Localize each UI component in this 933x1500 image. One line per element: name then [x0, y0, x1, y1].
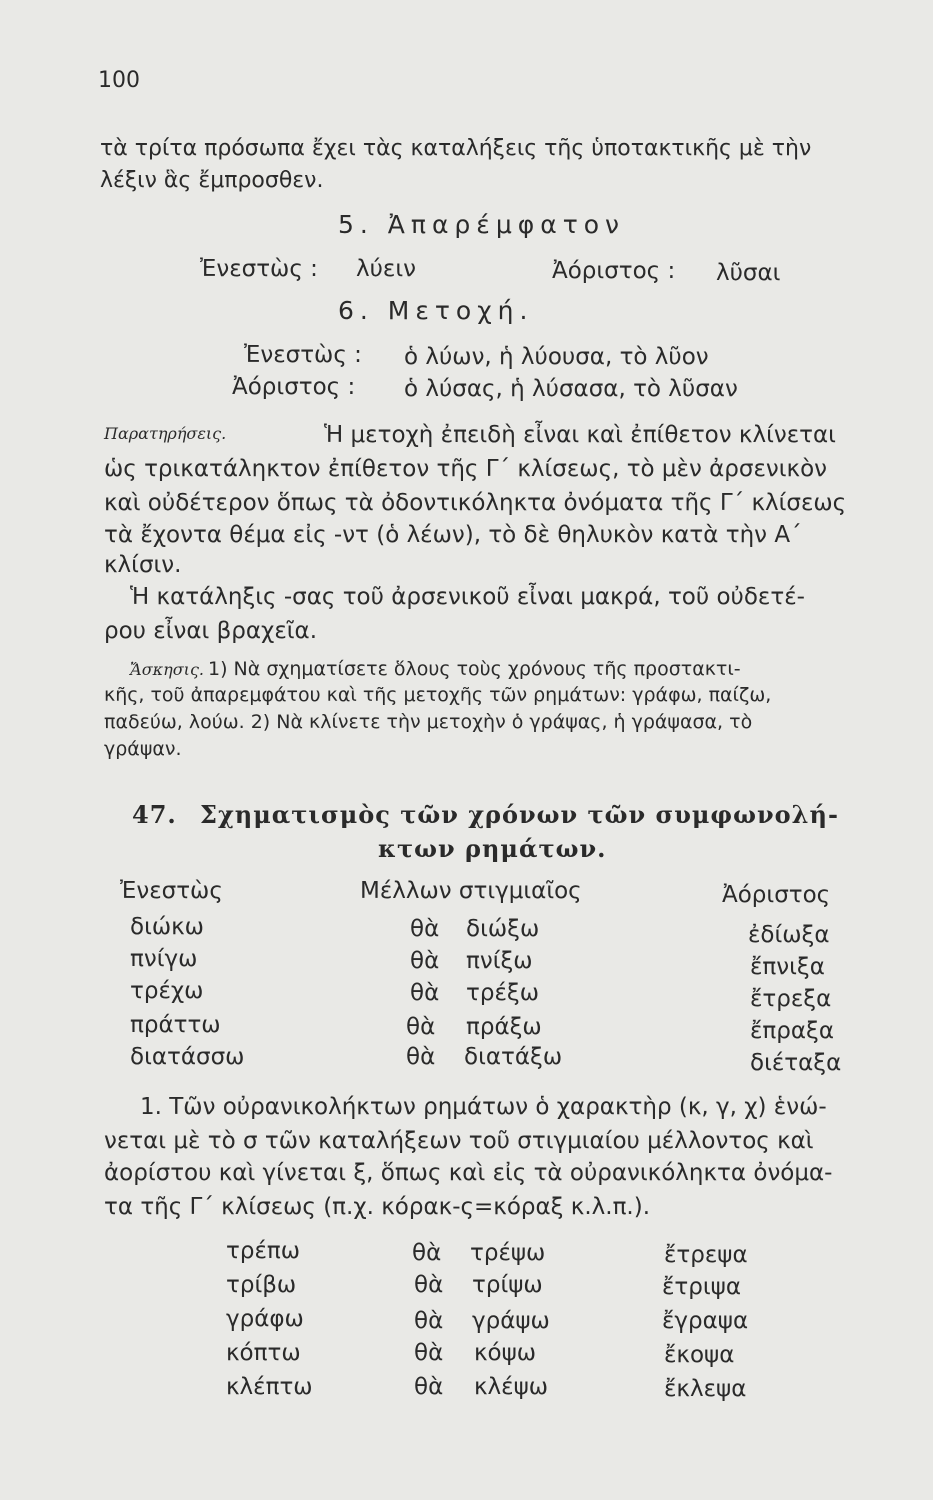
table-row-aorist: ἐδίωξα — [748, 922, 830, 948]
table-row-aorist: ἔκλεψα — [664, 1376, 747, 1402]
table-row-particle: θὰ — [414, 1374, 444, 1400]
table-row-future: πνίξω — [466, 948, 533, 974]
note-line-4: τα τῆς Γ΄ κλίσεως (π.χ. κόρακ-ς=κόραξ κ.λ.π.). — [104, 1194, 651, 1220]
table-row-particle: θὰ — [410, 916, 440, 942]
remarks-line-7: ρου εἶναι βραχεῖα. — [104, 618, 318, 644]
table-row-future: τρίψω — [472, 1272, 543, 1298]
header-future: Μέλλων στιγμιαῖος — [360, 878, 582, 904]
table-row-particle: θὰ — [414, 1272, 444, 1298]
table-row-present: κλέπτω — [226, 1374, 313, 1400]
table-row-future: πράξω — [466, 1014, 542, 1040]
table-row-particle: θὰ — [410, 980, 440, 1006]
table-row-present: διατάσσω — [130, 1044, 245, 1070]
section-title-line-1: Σχηματισμὸς τῶν χρόνων τῶν συμφωνολή- — [200, 800, 839, 829]
table-row-present: πνίγω — [130, 946, 198, 972]
table-row-particle: θὰ — [406, 1014, 436, 1040]
infinitive-present-label: Ἐνεστὼς : — [200, 256, 318, 282]
infinitive-aorist-value: λῦσαι — [716, 260, 781, 286]
remarks-line-1: Ἡ μετοχὴ ἐπειδὴ εἶναι καὶ ἐπίθετον κλίνεται — [324, 422, 836, 448]
exercise-label: Ἄσκησις. — [130, 660, 204, 679]
section-title-line-2: κτων ρημάτων. — [378, 834, 607, 863]
table-row-particle: θὰ — [414, 1308, 444, 1334]
exercise-line-1: 1) Νὰ σχηματίσετε ὅλους τοὺς χρόνους τῆς προστακτι- — [208, 658, 741, 680]
remarks-line-4: τὰ ἔχοντα θέμα εἰς -ντ (ὁ λέων), τὸ δὲ θηλυκὸν κατὰ τὴν Α΄ — [104, 522, 802, 548]
table-row-aorist: ἔτριψα — [662, 1274, 741, 1300]
exercise-line-2: κῆς, τοῦ ἀπαρεμφάτου καὶ τῆς μετοχῆς τῶν ρημάτων: γράφω, παίζω, — [104, 684, 772, 706]
table-row-aorist: ἔγραψα — [662, 1308, 749, 1334]
infinitive-aorist-label: Ἀόριστος : — [552, 258, 676, 284]
intro-line-1: τὰ τρίτα πρόσωπα ἔχει τὰς καταλήξεις τῆς ὑποτακτικῆς μὲ τὴν — [100, 136, 812, 161]
table-row-future: γράψω — [472, 1308, 550, 1334]
exercise-line-3: παδεύω, λούω. 2) Νὰ κλίνετε τὴν μετοχὴν ὁ γράψας, ἡ γράψασα, τὸ — [104, 711, 753, 733]
table-row-future: διατάξω — [464, 1044, 563, 1070]
participle-heading: 6. Μετοχή. — [338, 296, 534, 325]
remarks-line-2: ὡς τρικατάληκτον ἐπίθετον τῆς Γ΄ κλίσεως, τὸ μὲν ἀρσενικὸν — [104, 456, 828, 482]
table-row-present: τρίβω — [226, 1272, 297, 1298]
table-row-aorist: ἔτρεξα — [750, 986, 832, 1012]
note-line-2: νεται μὲ τὸ σ τῶν καταλήξεων τοῦ στιγμιαίου μέλλοντος καὶ — [104, 1128, 814, 1154]
table-row-present: πράττω — [130, 1012, 221, 1038]
intro-line-2: λέξιν ἃς ἔμπροσθεν. — [100, 168, 324, 193]
table-row-aorist: διέταξα — [750, 1050, 842, 1076]
remarks-line-6: Ἡ κατάληξις -σας τοῦ ἀρσενικοῦ εἶναι μακρά, τοῦ οὐδετέ- — [130, 584, 805, 610]
table-row-particle: θὰ — [406, 1044, 436, 1070]
exercise-line-4: γράψαν. — [104, 738, 182, 760]
table-row-present: κόπτω — [226, 1340, 301, 1366]
remarks-label: Παρατηρήσεις. — [104, 424, 227, 443]
page-number: 100 — [98, 68, 140, 93]
table-row-present: γράφω — [226, 1306, 304, 1332]
note-line-3: ἀορίστου καὶ γίνεται ξ, ὅπως καὶ εἰς τὰ οὐρανικόληκτα ὀνόμα- — [104, 1160, 833, 1186]
table-row-present: διώκω — [130, 914, 204, 940]
table-row-present: τρέχω — [130, 978, 204, 1004]
table-row-future: κλέψω — [474, 1374, 549, 1400]
participle-present-label: Ἐνεστὼς : — [244, 342, 362, 368]
participle-present-value: ὁ λύων, ἡ λύουσα, τὸ λῦον — [404, 344, 709, 370]
header-aorist: Ἀόριστος — [722, 882, 831, 908]
table-row-future: τρέξω — [466, 980, 539, 1006]
header-present: Ἐνεστὼς — [120, 878, 223, 904]
note-line-1: 1. Τῶν οὐρανικολήκτων ρημάτων ὁ χαρακτὴρ (κ, γ, χ) ἑνώ- — [140, 1094, 827, 1120]
participle-aorist-label: Ἀόριστος : — [232, 374, 356, 400]
table-row-aorist: ἔκοψα — [664, 1342, 735, 1368]
table-row-present: τρέπω — [226, 1238, 300, 1264]
table-row-aorist: ἔπραξα — [750, 1018, 835, 1044]
table-row-particle: θὰ — [410, 948, 440, 974]
participle-aorist-value: ὁ λύσας, ἡ λύσασα, τὸ λῦσαν — [404, 376, 738, 402]
remarks-line-3: καὶ οὐδέτερον ὅπως τὰ ὀδοντικόληκτα ὀνόματα τῆς Γ΄ κλίσεως — [104, 490, 847, 516]
table-row-future: τρέψω — [470, 1240, 546, 1266]
table-row-particle: θὰ — [412, 1240, 442, 1266]
table-row-aorist: ἔπνιξα — [750, 954, 825, 980]
table-row-aorist: ἔτρεψα — [664, 1242, 748, 1268]
section-number: 47. — [132, 800, 177, 829]
table-row-future: διώξω — [466, 916, 540, 942]
table-row-future: κόψω — [474, 1340, 537, 1366]
infinitive-present-value: λύειν — [356, 256, 416, 282]
remarks-line-5: κλίσιν. — [104, 552, 182, 578]
infinitive-heading: 5. Ἀπαρέμφατον — [338, 210, 626, 239]
table-row-particle: θὰ — [414, 1340, 444, 1366]
